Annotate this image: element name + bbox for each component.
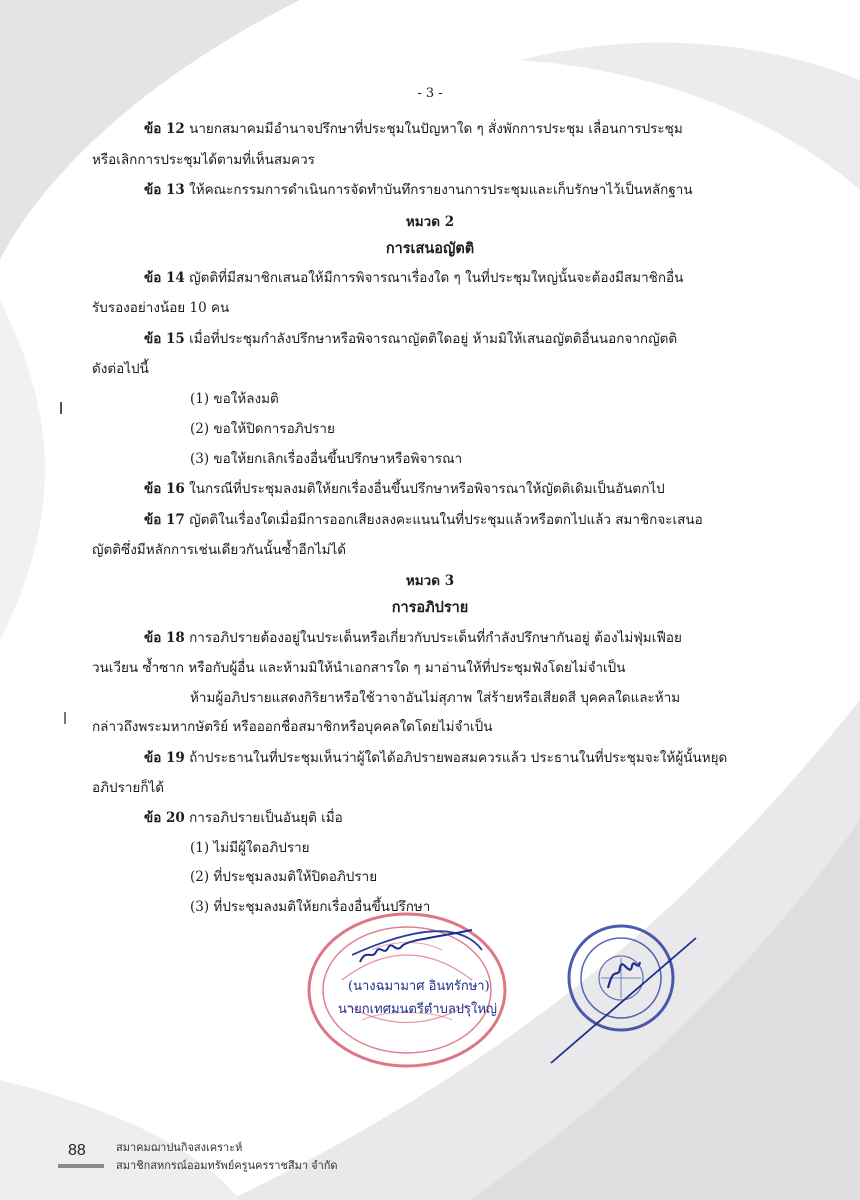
article-15-item-3: (3) ขอให้ยกเลิกเรื่องอื่นขึ้นปรึกษาหรือพิจารณา: [190, 451, 463, 467]
signatory-title: นายกเทศมนตรีตำบลปรุใหญ่: [338, 1002, 498, 1017]
footer-divider: [58, 1164, 104, 1168]
article-12-line-1: [144, 119, 683, 139]
article-15-text: เมื่อที่ประชุมกำลังปรึกษาหรือพิจารณาญัตติใดอยู่ ห้ามมิให้เสนอญัตติอื่นนอกจากญัตติ: [189, 331, 678, 347]
article-18-line-4: กล่าวถึงพระมหากษัตริย์ หรือออกชื่อสมาชิกหรือบุคคลใดโดยไม่จำเป็น: [92, 719, 493, 735]
article-16-text: ในกรณีที่ประชุมลงมติให้ยกเรื่องอื่นขึ้นปรึกษาหรือพิจารณาให้ญัตติเดิมเป็นอันตกไป: [189, 481, 665, 497]
article-15-item-1: (1) ขอให้ลงมติ: [190, 391, 279, 407]
article-14-line-1: [144, 268, 683, 288]
article-19-line-2: อภิปรายก็ได้: [92, 780, 165, 796]
chapter-2-title: การเสนอญัตติ: [385, 240, 475, 257]
article-20-line-1: [144, 808, 343, 828]
article-17-line-2: ญัตติซึ่งมีหลักการเช่นเดียวกันนั้นซ้ำอีกไม่ได้: [92, 542, 347, 558]
article-15-number: ข้อ 15: [144, 331, 185, 347]
article-13-text: ให้คณะกรรมการดำเนินการจัดทำบันทึกรายงานการประชุมและเก็บรักษาไว้เป็นหลักฐาน: [189, 182, 693, 198]
margin-mark: [60, 402, 62, 414]
article-20-item-3: (3) ที่ประชุมลงมติให้ยกเรื่องอื่นขึ้นปรึกษา: [190, 899, 431, 915]
article-18-text: การอภิปรายต้องอยู่ในประเด็นหรือเกี่ยวกับประเด็นที่กำลังปรึกษากันอยู่ ต้องไม่ฟุ่มเฟือย: [189, 630, 682, 646]
article-18-line-3: ห้ามผู้อภิปรายแสดงกิริยาหรือใช้วาจาอันไม่สุภาพ ใส่ร้ายหรือเสียดสี บุคคลใดและห้าม: [190, 690, 681, 706]
official-seal-blue: [546, 918, 706, 1068]
footer-organization: สมาคมฌาปนกิจสงเคราะห์: [116, 1142, 243, 1154]
article-20-item-1: (1) ไม่มีผู้ใดอภิปราย: [190, 840, 310, 856]
article-20-number: ข้อ 20: [144, 810, 185, 826]
article-18-line-2: วนเวียน ซ้ำซาก หรือกับผู้อื่น และห้ามมิให้นำเอกสารใด ๆ มาอ่านให้ที่ประชุมฟังโดยไม่จำเป็น: [92, 660, 626, 676]
article-18-number: ข้อ 18: [144, 630, 185, 646]
article-16-line-1: [144, 479, 665, 499]
page-number: - 3 -: [417, 86, 443, 101]
article-17-number: ข้อ 17: [144, 512, 185, 528]
article-12-text: นายกสมาคมมีอำนาจปรึกษาที่ประชุมในปัญหาใด ๆ สั่งพักการประชุม เลื่อนการประชุม: [189, 121, 683, 137]
footer-page-number: 88: [68, 1142, 86, 1159]
article-15-line-2: ดังต่อไปนี้: [92, 361, 149, 377]
footer-organization-sub: สมาชิกสหกรณ์ออมทรัพย์ครูนครราชสีมา จำกัด: [116, 1160, 338, 1172]
article-14-text: ญัตติที่มีสมาชิกเสนอให้มีการพิจารณาเรื่องใด ๆ ในที่ประชุมใหญ่นั้นจะต้องมีสมาชิกอื่น: [189, 270, 684, 286]
article-19-number: ข้อ 19: [144, 750, 185, 766]
signatory-name: (นางฉมามาศ อินทรักษา): [348, 979, 490, 994]
article-19-text: ถ้าประธานในที่ประชุมเห็นว่าผู้ใดได้อภิปรายพอสมควรแล้ว ประธานในที่ประชุมจะให้ผู้นั้นหยุด: [189, 750, 728, 766]
article-13-number: ข้อ 13: [144, 182, 185, 198]
article-17-line-1: [144, 510, 703, 530]
article-19-line-1: [144, 748, 727, 768]
article-12-number: ข้อ 12: [144, 121, 185, 137]
article-14-line-2: รับรองอย่างน้อย 10 คน: [92, 300, 230, 316]
article-20-item-2: (2) ที่ประชุมลงมติให้ปิดอภิปราย: [190, 869, 378, 885]
margin-mark: [64, 712, 66, 724]
chapter-2-label: หมวด 2: [405, 214, 455, 230]
article-18-line-1: [144, 628, 682, 648]
article-17-text: ญัตติในเรื่องใดเมื่อมีการออกเสียงลงคะแนนในที่ประชุมแล้วหรือตกไปแล้ว สมาชิกจะเสนอ: [189, 512, 703, 528]
article-14-number: ข้อ 14: [144, 270, 185, 286]
article-16-number: ข้อ 16: [144, 481, 185, 497]
article-20-text: การอภิปรายเป็นอันยุติ เมื่อ: [189, 810, 343, 826]
chapter-3-label: หมวด 3: [405, 573, 455, 589]
article-13-line-1: [144, 180, 693, 200]
article-15-line-1: [144, 329, 677, 349]
article-12-line-2: หรือเลิกการประชุมได้ตามที่เห็นสมควร: [92, 152, 315, 168]
chapter-3-title: การอภิปราย: [391, 599, 469, 616]
article-15-item-2: (2) ขอให้ปิดการอภิปราย: [190, 421, 335, 437]
